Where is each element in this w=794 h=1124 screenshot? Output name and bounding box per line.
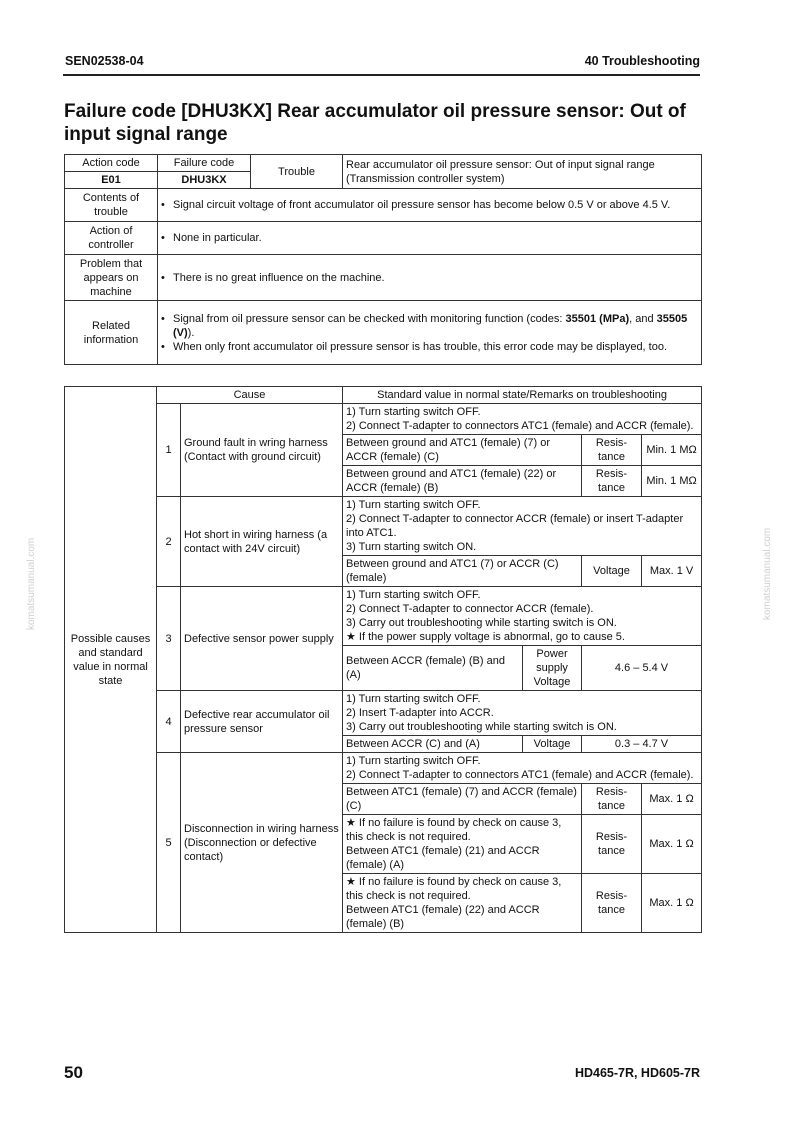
bullet: • [161,232,165,244]
measure-value: Max. 1 V [642,556,702,587]
cause-header: Cause [157,387,343,404]
measure-point: Between ATC1 (female) (7) and ACCR (female) (C) [343,784,582,815]
measure-item: Voltage [582,556,642,587]
contents-text [158,189,702,222]
measure-point: Between ground and ATC1 (female) (7) or ACCR (female) (C) [343,435,582,466]
bullet: • [161,340,165,353]
trouble-text-line2: (Transmission controller system) [346,172,505,185]
note: ★ If no failure is found by check on cause 3, this check is not required. [346,876,562,902]
action-text [158,222,702,255]
running-header [63,52,700,76]
cause-number: 3 [157,587,181,691]
cause-number: 5 [157,753,181,933]
related-item-2: When only front accumulator oil pressure sensor is has trouble, this error code may be displayed, too. [173,340,668,353]
procedure-steps [343,587,702,646]
related-text [158,301,702,365]
trouble-text-line1: Rear accumulator oil pressure sensor: Out of input signal range [346,158,655,171]
model-names: HD465-7R, HD605-7R [574,1066,700,1080]
related-item-1: Signal from oil pressure sensor can be checked with monitoring function (codes: 35501 (MPa), and 35505 (V)). [173,312,688,339]
step: 2) Connect T-adapter to connector ACCR (female). [346,603,594,615]
measure-point [343,815,582,874]
measure-value: Max. 1 Ω [642,784,702,815]
step: ★ If the power supply voltage is abnormal, go to cause 5. [346,631,625,643]
action-label: Action of controller [65,222,158,255]
measure-point: Between ground and ATC1 (7) or ACCR (C) (female) [343,556,582,587]
measure-item: Resis-tance [582,435,642,466]
step: 2) Connect T-adapter to connectors ATC1 (female) and ACCR (female). [346,769,694,781]
contents-label: Contents of trouble [65,189,158,222]
step: 2) Connect T-adapter to connector ACCR (female) or insert T-adapter into ATC1. [346,513,684,539]
bullet: • [161,271,165,284]
cause-name: Hot short in wiring harness (a contact with 24V circuit) [181,497,343,587]
measure-point-text: Between ATC1 (female) (21) and ACCR (female) (A) [346,845,540,871]
measure-item: Resis-tance [582,784,642,815]
procedure-steps [343,691,702,736]
action-code: E01 [65,172,158,189]
action-code-label: Action code [65,155,158,172]
problem-text [158,255,702,301]
measure-item: Voltage [523,736,582,753]
failure-code: DHU3KX [158,172,251,189]
watermark-right: komatsumanual.com [762,527,773,620]
measure-point [343,874,582,933]
measure-item: Resis-tance [582,466,642,497]
bullet: • [161,199,165,211]
measure-point: Between ground and ATC1 (female) (22) or ACCR (female) (B) [343,466,582,497]
watermark-left: komatsumanual.com [26,537,37,630]
related-label: Related information [65,301,158,365]
step: 3) Turn starting switch ON. [346,541,477,553]
page-number: 50 [64,1063,83,1082]
trouble-label: Trouble [251,155,343,189]
cause-name: Defective rear accumulator oil pressure sensor [181,691,343,753]
trouble-text [343,155,702,189]
measure-item: Resis-tance [582,815,642,874]
step: 2) Insert T-adapter into ACCR. [346,707,494,719]
measure-value: Min. 1 MΩ [642,435,702,466]
measure-item: Resis-tance [582,874,642,933]
problem-label: Problem that appears on machine [65,255,158,301]
cause-name: Disconnection in wiring harness (Disconnection or defective contact) [181,753,343,933]
page-title: Failure code [DHU3KX] Rear accumulator oil pressure sensor: Out of input signal range [64,101,686,145]
measure-value: Min. 1 MΩ [642,466,702,497]
measure-value: 4.6 – 5.4 V [582,646,702,691]
procedure-steps [343,497,702,556]
failure-code-label: Failure code [158,155,251,172]
measure-item: Power supply Voltage [523,646,582,691]
action-value: None in particular. [173,232,262,244]
measure-value: Max. 1 Ω [642,874,702,933]
step: 1) Turn starting switch OFF. [346,693,481,705]
section-title: 40 Troubleshooting [584,54,700,68]
cause-number: 2 [157,497,181,587]
contents-value: Signal circuit voltage of front accumulator oil pressure sensor has become below 0.5 V or above 4.5 V. [173,199,671,211]
measure-value: 0.3 – 4.7 V [582,736,702,753]
procedure-steps [343,753,702,784]
step: 2) Connect T-adapter to connectors ATC1 (female) and ACCR (female). [346,420,694,432]
problem-value: There is no great influence on the machine. [173,271,385,284]
cause-number: 4 [157,691,181,753]
step: 1) Turn starting switch OFF. [346,499,481,511]
causes-table [64,386,702,933]
measure-point: Between ACCR (C) and (A) [343,736,523,753]
measure-point-text: Between ATC1 (female) (22) and ACCR (female) (B) [346,904,540,930]
procedure-steps [343,404,702,435]
standard-header: Standard value in normal state/Remarks on troubleshooting [343,387,702,404]
measure-value: Max. 1 Ω [642,815,702,874]
cause-name: Defective sensor power supply [181,587,343,691]
bullet: • [161,312,165,325]
step: 1) Turn starting switch OFF. [346,589,481,601]
step: 3) Carry out troubleshooting while starting switch is ON. [346,617,617,629]
step: 3) Carry out troubleshooting while starting switch is ON. [346,721,617,733]
step: 1) Turn starting switch OFF. [346,755,481,767]
failure-info-table [64,154,702,365]
cause-number: 1 [157,404,181,497]
cause-name: Ground fault in wring harness (Contact with ground circuit) [181,404,343,497]
measure-point: Between ACCR (female) (B) and (A) [343,646,523,691]
step: 1) Turn starting switch OFF. [346,406,481,418]
note: ★ If no failure is found by check on cause 3, this check is not required. [346,817,562,843]
doc-id: SEN02538-04 [65,54,144,68]
causes-side-label: Possible causes and standard value in normal state [65,387,157,933]
